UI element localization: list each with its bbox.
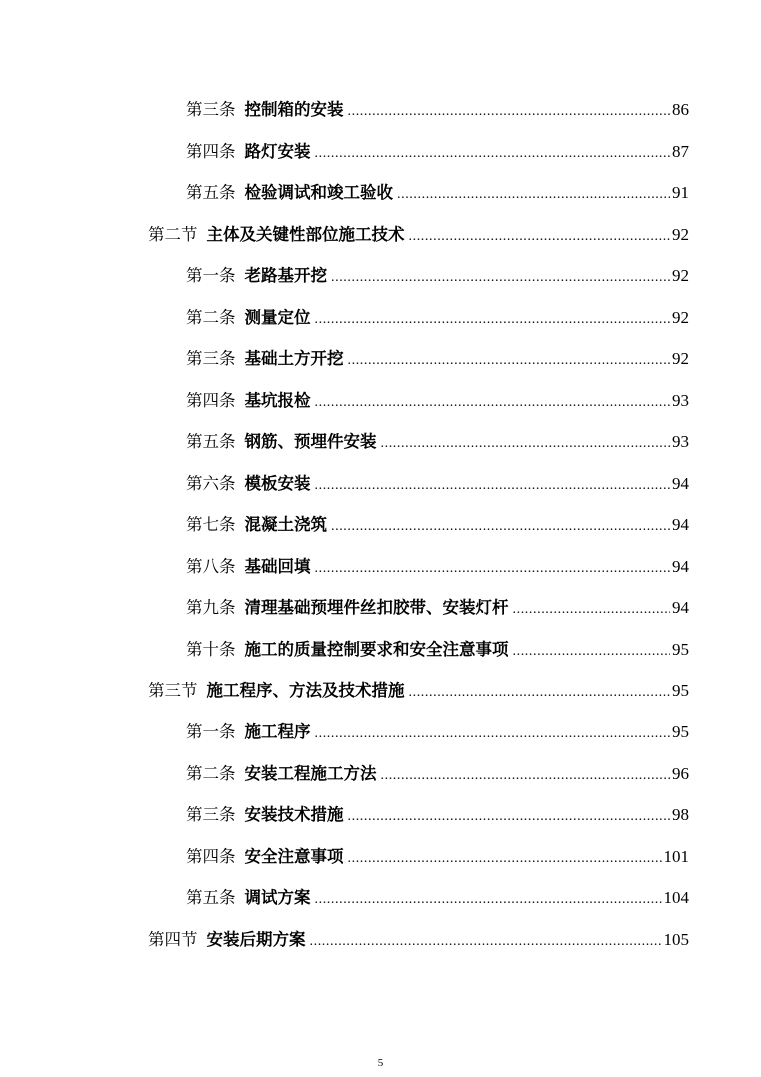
toc-entry xyxy=(186,347,689,371)
toc-entry xyxy=(186,638,689,662)
page-number-footer: 5 xyxy=(377,1057,384,1069)
toc-entry-page: 98 xyxy=(672,805,689,824)
toc-entry-number: 第三条 xyxy=(186,349,236,368)
toc-section-number: 第三节 xyxy=(148,681,198,700)
toc-entry xyxy=(186,803,689,827)
toc-entry-page: 92 xyxy=(672,266,689,285)
toc-entry-number: 第一条 xyxy=(186,266,236,285)
toc-entry-title: 控制箱的安装 xyxy=(244,100,344,119)
toc-entry-title: 基坑报检 xyxy=(244,391,311,410)
toc-entry-page: 96 xyxy=(672,764,689,783)
toc-entry-page: 94 xyxy=(672,515,689,534)
toc-entry-title: 安装工程施工方法 xyxy=(244,764,377,783)
toc-entry-number: 第三条 xyxy=(186,100,236,119)
toc-entry-number: 第二条 xyxy=(186,764,236,783)
toc-section-title: 安装后期方案 xyxy=(206,930,306,949)
toc-entry xyxy=(186,140,689,164)
toc-entry-title: 基础回填 xyxy=(244,557,311,576)
dot-leader xyxy=(315,557,671,581)
toc-entry xyxy=(186,513,689,537)
toc-section-title: 主体及关键性部位施工技术 xyxy=(206,225,405,244)
toc-section-page: 92 xyxy=(672,225,689,244)
toc-section xyxy=(148,928,689,952)
toc-entry-title: 清理基础预埋件丝扣胶带、安装灯杆 xyxy=(244,598,509,617)
dot-leader xyxy=(381,764,671,788)
toc-entry xyxy=(186,555,689,579)
dot-leader xyxy=(315,142,671,166)
dot-leader xyxy=(315,391,671,415)
dot-leader xyxy=(348,805,671,829)
toc-entry-title: 安全注意事项 xyxy=(244,847,344,866)
toc-entry-number: 第九条 xyxy=(186,598,236,617)
toc-entry-page: 104 xyxy=(663,888,689,907)
dot-leader xyxy=(315,308,671,332)
toc-entry xyxy=(186,430,689,454)
toc-entry-page: 92 xyxy=(672,349,689,368)
toc-entry-number: 第十条 xyxy=(186,640,236,659)
dot-leader xyxy=(348,100,671,124)
toc-section-page: 95 xyxy=(672,681,689,700)
dot-leader xyxy=(409,225,671,249)
toc-section-page: 105 xyxy=(663,930,689,949)
toc-entry-title: 检验调试和竣工验收 xyxy=(244,183,393,202)
toc-entry-page: 93 xyxy=(672,432,689,451)
toc-entry-number: 第二条 xyxy=(186,308,236,327)
toc-entry-number: 第八条 xyxy=(186,557,236,576)
toc-entry-page: 95 xyxy=(672,640,689,659)
toc-entry-title: 施工程序 xyxy=(244,722,311,741)
toc-entry-title: 调试方案 xyxy=(244,888,311,907)
toc-entry-page: 94 xyxy=(672,598,689,617)
toc-entry-page: 94 xyxy=(672,557,689,576)
dot-leader xyxy=(348,847,662,871)
toc-entry-title: 基础土方开挖 xyxy=(244,349,344,368)
dot-leader xyxy=(513,598,671,622)
dot-leader xyxy=(397,183,670,207)
toc-entry-number: 第四条 xyxy=(186,142,236,161)
dot-leader xyxy=(513,640,671,664)
toc-entry-page: 87 xyxy=(672,142,689,161)
toc-entry xyxy=(186,98,689,122)
toc-entry-title: 模板安装 xyxy=(244,474,311,493)
dot-leader xyxy=(315,888,662,912)
toc-entry xyxy=(186,389,689,413)
dot-leader xyxy=(331,515,670,539)
toc-entry-page: 101 xyxy=(663,847,689,866)
toc-entry xyxy=(186,845,689,869)
toc-entry-title: 老路基开挖 xyxy=(244,266,327,285)
dot-leader xyxy=(409,681,671,705)
toc-entry-title: 钢筋、预埋件安装 xyxy=(244,432,377,451)
dot-leader xyxy=(331,266,670,290)
toc-section-number: 第二节 xyxy=(148,225,198,244)
toc-entry-title: 施工的质量控制要求和安全注意事项 xyxy=(244,640,509,659)
toc-entry-number: 第三条 xyxy=(186,805,236,824)
toc-entry-number: 第五条 xyxy=(186,432,236,451)
toc-entry-title: 混凝土浇筑 xyxy=(244,515,327,534)
toc-entry-title: 测量定位 xyxy=(244,308,311,327)
toc-entry-title: 安装技术措施 xyxy=(244,805,344,824)
toc-entry-number: 第四条 xyxy=(186,847,236,866)
toc-entry-page: 86 xyxy=(672,100,689,119)
toc-section xyxy=(148,223,689,247)
dot-leader xyxy=(315,474,671,498)
toc-entry-number: 第六条 xyxy=(186,474,236,493)
toc-entry-page: 95 xyxy=(672,722,689,741)
toc-entry xyxy=(186,762,689,786)
toc-entry-number: 第四条 xyxy=(186,391,236,410)
toc-entry xyxy=(186,264,689,288)
toc-entry-number: 第五条 xyxy=(186,888,236,907)
toc-section xyxy=(148,679,689,703)
toc-entry-title: 路灯安装 xyxy=(244,142,311,161)
dot-leader xyxy=(315,722,671,746)
dot-leader xyxy=(310,930,662,954)
toc-section-title: 施工程序、方法及技术措施 xyxy=(206,681,405,700)
toc-entry xyxy=(186,306,689,330)
toc-entry xyxy=(186,181,689,205)
dot-leader xyxy=(348,349,671,373)
toc-entry-page: 92 xyxy=(672,308,689,327)
toc-entry xyxy=(186,720,689,744)
toc-entry-page: 93 xyxy=(672,391,689,410)
toc-entry xyxy=(186,472,689,496)
toc-entry xyxy=(186,886,689,910)
toc-section-number: 第四节 xyxy=(148,930,198,949)
toc-entry-page: 91 xyxy=(672,183,689,202)
toc-entry-number: 第七条 xyxy=(186,515,236,534)
toc-entry-number: 第五条 xyxy=(186,183,236,202)
toc-entry xyxy=(186,596,689,620)
dot-leader xyxy=(381,432,671,456)
toc-entry-number: 第一条 xyxy=(186,722,236,741)
toc-entry-page: 94 xyxy=(672,474,689,493)
